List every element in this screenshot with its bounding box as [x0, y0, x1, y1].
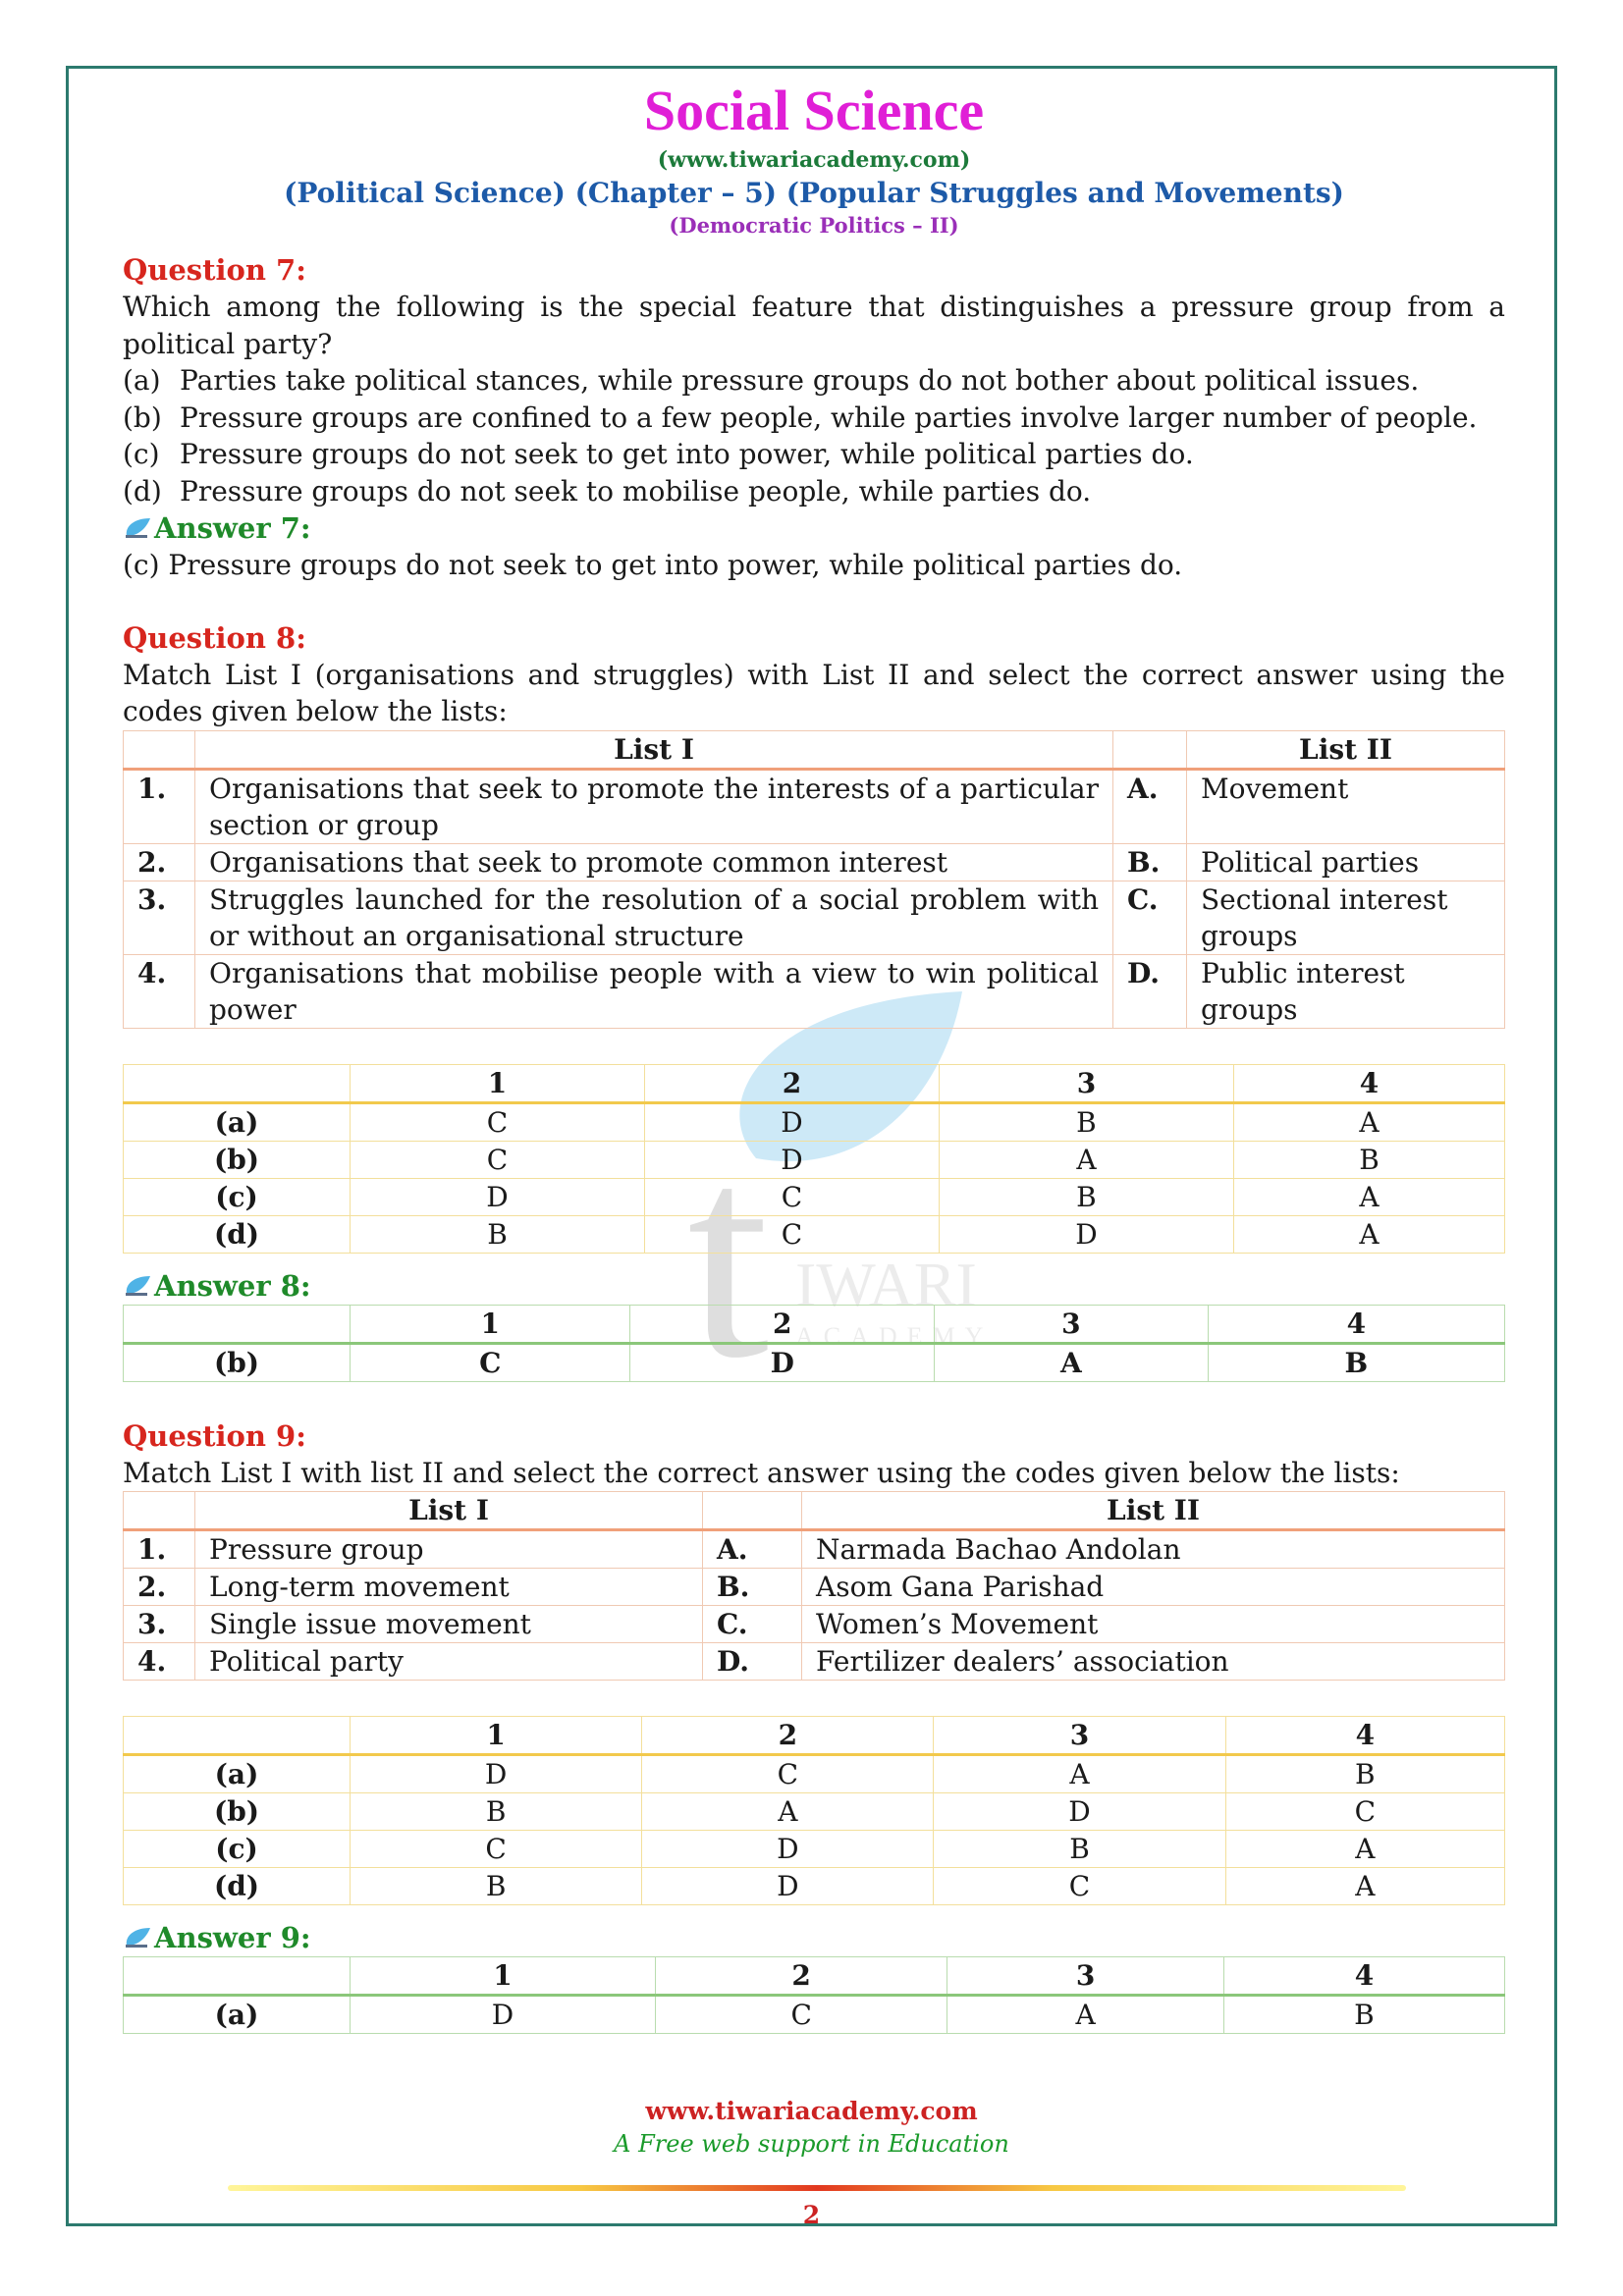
footer-site-link[interactable]: www.tiwariacademy.com: [645, 2097, 978, 2125]
table-row: (d) B C D A: [124, 1215, 1505, 1253]
question-8-list-table: [123, 730, 1505, 1029]
list1-header: List I: [195, 730, 1113, 769]
table-row: 2. Long-term movement B. Asom Gana Parishad: [124, 1569, 1505, 1606]
answer-7-text: (c) Pressure groups do not seek to get into power, while political parties do.: [123, 549, 1183, 581]
answer-9-table: 1 2 3 4 (a) D C A B: [123, 1956, 1505, 2034]
table-row: 3. Single issue movement C. Women’s Movement: [124, 1606, 1505, 1643]
page-number: 2: [802, 2201, 821, 2229]
table-row: 1. Pressure group A. Narmada Bachao Andolan: [124, 1530, 1505, 1569]
question-7-text: Which among the following is the special feature that distinguishes a pressure group from a political party?: [123, 291, 1505, 360]
table-row: 1. Organisations that seek to promote the interests of a particular section or group A. Movement: [124, 769, 1505, 843]
table-row: (d) B D C A: [124, 1868, 1505, 1905]
table-row: (a) C D B A: [124, 1102, 1505, 1141]
book-line: (Democratic Politics – II): [669, 213, 959, 238]
watermark-letter: t: [687, 1093, 770, 1394]
leaf-icon: [123, 1926, 152, 1949]
question-9-codes-table: 1 2 3 4 (a) D C A B (b) B A D C (c) C D B A (d) B D C A: [123, 1716, 1505, 1905]
question-8-text: Match List I (organisations and struggles) with List II and select the correct answer using the codes given below the lists:: [123, 658, 1505, 727]
question-7-heading: Question 7:: [123, 253, 306, 287]
option-d: (d) Pressure groups do not seek to mobilise people, while parties do.: [123, 474, 1092, 507]
table-row: 3. Struggles launched for the resolution of a social problem with or without an organisational structure C. Sectional interest groups: [124, 881, 1505, 954]
page-title: Social Science: [643, 79, 985, 142]
table-row: (a) D C A B: [124, 1996, 1505, 2034]
table-row: 4. Political party D. Fertilizer dealers’ association: [124, 1643, 1505, 1681]
answer-8-table: 1 2 3 4 (b) C D A B: [123, 1305, 1505, 1382]
question-9-heading: Question 9:: [123, 1418, 306, 1453]
question-9-text: Match List I with list II and select the correct answer using the codes given below the lists:: [123, 1456, 1400, 1489]
leaf-icon: [123, 516, 152, 540]
table-row: (c) C D B A: [124, 1831, 1505, 1868]
table-row: 4. Organisations that mobilise people with a view to win political power D. Public interest groups: [124, 954, 1505, 1028]
option-b: (b) Pressure groups are confined to a few people, while parties involve larger number of people.: [123, 400, 1478, 434]
list2-header: List II: [1187, 730, 1505, 769]
watermark-sub: ACADEMY: [795, 1322, 994, 1351]
option-c: (c) Pressure groups do not seek to get into power, while political parties do.: [123, 438, 1194, 470]
table-row: (b) C D A B: [124, 1343, 1505, 1381]
leaf-icon: [123, 1274, 152, 1298]
header-site[interactable]: (www.tiwariacademy.com): [657, 147, 971, 173]
table-row: 2. Organisations that seek to promote common interest B. Political parties: [124, 843, 1505, 881]
table-row: (a) D C A B: [124, 1755, 1505, 1793]
question-8-codes-table: 1 2 3 4 (a) C D B A (b) C D A B (c) D C B A (d) B C D A: [123, 1064, 1505, 1254]
table-row: (c) D C B A: [124, 1178, 1505, 1215]
option-a: (a) Parties take political stances, while pressure groups do not bother about political issues.: [123, 364, 1420, 397]
footer-tagline: A Free web support in Education: [614, 2130, 1009, 2158]
answer-7-heading: Answer 7:: [123, 509, 1505, 547]
table-row: (b) C D A B: [124, 1141, 1505, 1178]
answer-8-heading: Answer 8:: [123, 1267, 1505, 1305]
question-8-heading: Question 8:: [123, 620, 306, 655]
watermark-word: IWARI: [795, 1250, 977, 1319]
answer-9-heading: Answer 9:: [123, 1919, 1505, 1956]
footer-divider: [228, 2185, 1406, 2191]
chapter-line: (Political Science) (Chapter – 5) (Popular Struggles and Movements): [284, 177, 1344, 209]
question-9-list-table: List I List II 1. Pressure group A. Narmada Bachao Andolan 2. Long-term movement B. Asom Gana Parishad 3. Single issue movement C. Women’s Movement 4. Political party D. Fertilizer dealers’ association: [123, 1491, 1505, 1681]
table-row: (b) B A D C: [124, 1793, 1505, 1831]
